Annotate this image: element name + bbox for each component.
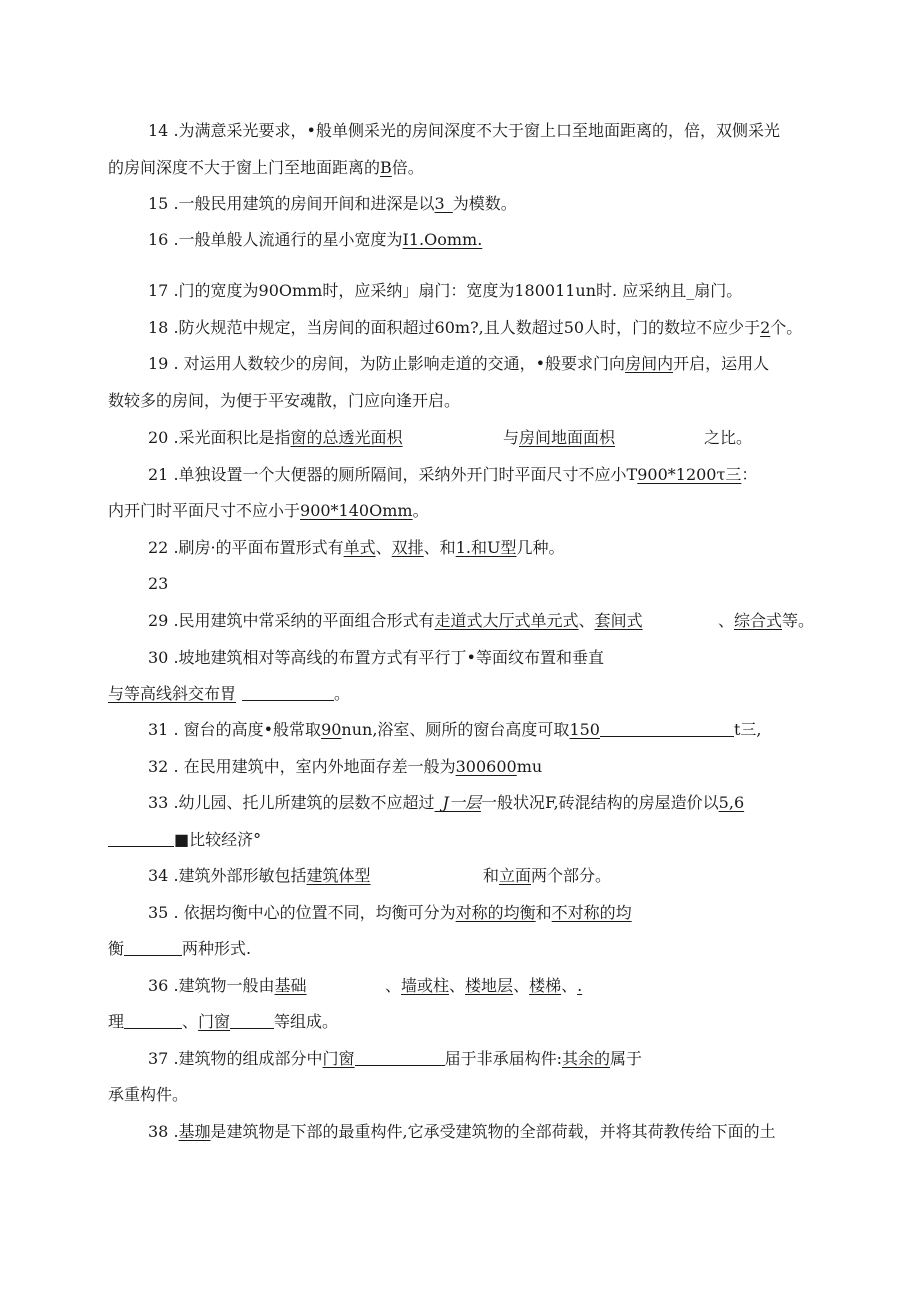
answer: _J一层 [434, 793, 481, 812]
question-number: 33 [148, 793, 169, 812]
question-22: 22 .刷房·的平面布置形式有单式、双排、和1.和U型几种。 [148, 538, 565, 557]
question-29-part2: 、综合式等。 [718, 611, 815, 630]
answer: 双排 [391, 538, 424, 557]
question-21-line2: 内开门时平面尺寸不应小于900*140Omm。 [108, 501, 429, 520]
question-15: 15 .一般民用建筑的房间开间和进深是以3_为模数。 [148, 194, 517, 213]
answer: 150 [569, 720, 600, 739]
question-36-line2: 理 、门窗 等组成。 [108, 1012, 339, 1031]
question-number: 18 [148, 318, 169, 337]
question-19-line2: 数较多的房间，为便于平安魂散，门应向逢开启。 [108, 391, 461, 410]
answer: 基础 [274, 976, 307, 995]
answer: 300600 [455, 757, 517, 776]
question-23 [148, 573, 168, 595]
answer: 走道式大厅式单元式 [434, 611, 579, 630]
answer: 楼梯 [529, 976, 562, 995]
answer-blank [355, 1049, 445, 1066]
answer: 单式 [343, 538, 376, 557]
answer: 立面 [499, 866, 532, 885]
question-number: 20 [148, 428, 169, 447]
answer: 900*140Omm [300, 501, 413, 520]
answer: 与等高线斜交布胃 [108, 684, 237, 703]
question-35-line2: 衡 两种形式. [108, 939, 252, 958]
answer-blank [242, 684, 334, 701]
answer: 套间式 [594, 611, 643, 630]
question-number: 19 [148, 354, 169, 373]
answer: 不对称的均 [551, 903, 632, 922]
answer-blank [600, 720, 734, 737]
question-number: 15 [148, 194, 169, 213]
answer: . [577, 976, 583, 995]
question-number: 22 [148, 538, 169, 557]
answer: 3_ [434, 194, 453, 213]
answer: 900*1200τ三 [637, 465, 742, 484]
question-37-line1: 37 .建筑物的组成部分中门窗 届于非承届构件:其余的属于 [148, 1049, 642, 1068]
question-number: 36 [148, 976, 169, 995]
question-37-line2: 承重构件。 [108, 1085, 189, 1104]
question-19-line1: 19 . 对运用人数较少的房间，为防止影响走道的交通，•般要求门向房间内开启，运用人 [148, 354, 770, 373]
answer: 其余的 [561, 1049, 610, 1068]
question-14-line2: 的房间深度不大于窗上门至地面距离的B倍。 [108, 158, 424, 177]
question-38: 38 .基珈是建筑物是下部的最重构件,它承受建筑物的全部荷载，并将其荷教传给下面的土 [148, 1122, 776, 1141]
question-number: 32 [148, 757, 169, 776]
question-number: 34 [148, 866, 169, 885]
question-20-part2: 与房间地面面枳 [503, 428, 616, 447]
answer: B [380, 158, 392, 177]
question-36-part2: 、墙或柱、楼地层、楼梯、. [385, 976, 583, 995]
question-32: 32 . 在民用建筑中，室内外地面存差一般为300600mu [148, 757, 543, 776]
question-20: 20 .采光面积比是指窗的总透光面枳 [148, 428, 403, 447]
answer: 窗的总透光面枳 [290, 428, 403, 447]
question-18: 18 .防火规范中规定，当房间的面积超过60m?,且人数超过50人时，门的数垃不应少于2个。 [148, 318, 803, 337]
question-31: 31 . 窗台的高度•般常取90nun,浴室、厕所的窗台高度可取150 t三, [148, 720, 762, 739]
question-number: 35 [148, 903, 169, 922]
answer: 门窗 [198, 1012, 231, 1031]
answer: 房间内 [625, 354, 674, 373]
answer: 墙或柱 [401, 976, 450, 995]
answer-blank [230, 1012, 274, 1029]
answer: 对称的均衡 [455, 903, 536, 922]
question-number: 29 [148, 611, 169, 630]
answer: 房间地面面枳 [519, 428, 616, 447]
question-34-part2: 和立面两个部分。 [483, 866, 612, 885]
question-number: 37 [148, 1049, 169, 1068]
answer-blank [108, 830, 174, 847]
question-34: 34 .建筑外部形敏包括建筑体型 [148, 866, 371, 885]
answer: 90 [321, 720, 342, 739]
question-number: 17 [148, 281, 169, 300]
question-number: 14 [148, 121, 169, 140]
question-30-line1: 30 .坡地建筑相对等高线的布置方式有平行丁•等面纹布置和垂直 [148, 648, 604, 667]
question-33-line2: ■比较经济° [108, 829, 261, 851]
question-36-line1: 36 .建筑物一般由基础 [148, 976, 307, 995]
answer-blank [124, 1012, 182, 1029]
question-14-line1: 14 .为满意采光要求，•般单侧采光的房间深度不大于窗上口至地面距离的，倍，双侧采光 [148, 121, 780, 140]
question-16: 16 .一般单般人流通行的星小宽度为I1.Oomm. [148, 230, 483, 249]
answer: 门窗 [322, 1049, 355, 1068]
question-number: 23 [148, 574, 169, 593]
question-29: 29 .民用建筑中常采纳的平面组合形式有走道式大厅式单元式、套间式 [148, 611, 643, 630]
answer: I1.Oomm. [402, 230, 483, 249]
answer: 综合式 [734, 611, 783, 630]
answer: 1.和U型 [455, 538, 517, 557]
answer: 2 [760, 318, 771, 337]
answer: 5,6 [718, 793, 745, 812]
question-21-line1: 21 .单独设置一个大便器的厕所隔间，采纳外开门时平面尺寸不应小T900*1200τ三： [148, 465, 758, 484]
question-number: 21 [148, 465, 169, 484]
answer-blank [124, 939, 182, 956]
question-17: 17 .门的宽度为90Omm时，应采纳」扇门：宽度为180011un时. 应采纳且_扇门。 [148, 281, 743, 300]
question-number: 30 [148, 648, 169, 667]
question-30-line2: 与等高线斜交布胃 。 [108, 684, 351, 703]
question-33-line1: 33 .幼儿园、托儿所建筑的层数不应超过_J一层一般状况F,砖混结构的房屋造价以5,6 [148, 793, 745, 812]
question-35-line1: 35 . 依据均衡中心的位置不同，均衡可分为对称的均衡和不对称的均 [148, 903, 632, 922]
question-20-part3: 之比。 [704, 428, 753, 447]
answer: 楼地层 [465, 976, 514, 995]
answer: 建筑体型 [306, 866, 371, 885]
answer: 基珈 [178, 1122, 211, 1141]
question-number: 38 [148, 1122, 169, 1141]
question-number: 16 [148, 230, 169, 249]
question-number: 31 [148, 720, 169, 739]
